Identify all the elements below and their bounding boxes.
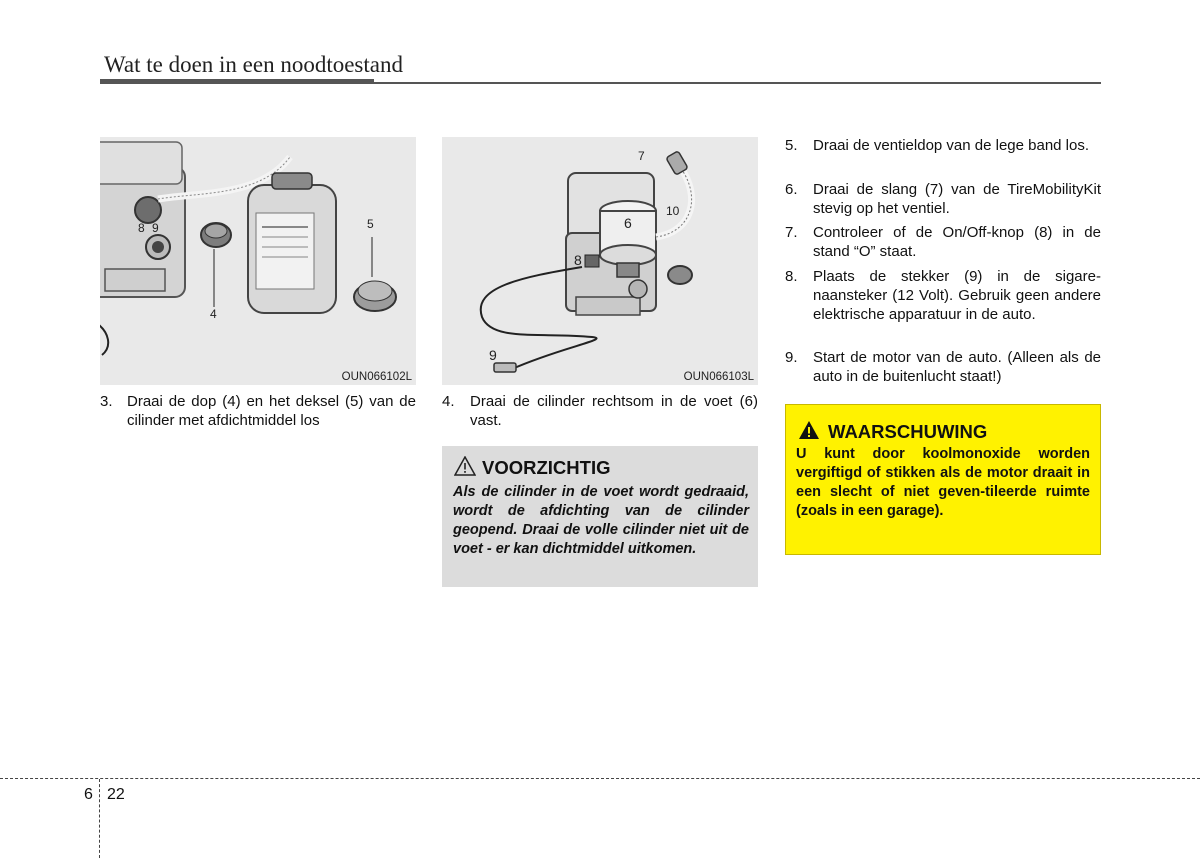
- header-rule-thick: [100, 79, 374, 84]
- step-text: Draai de ventieldop van de lege band los.: [813, 137, 1090, 154]
- warning-text: U kunt door koolmonoxide worden vergiftigd of stikken als de motor draait in een slecht of niet geven-tileerde ruimte (zoals in een garage).: [796, 446, 1090, 519]
- step-7: [785, 223, 1101, 263]
- page-number: 22: [107, 786, 125, 803]
- step-number: 7.: [785, 224, 798, 241]
- callout-7: 7: [638, 149, 645, 163]
- callout-8: 8: [574, 252, 582, 268]
- figure-cylinder-cap: [100, 137, 416, 385]
- step-number: 3.: [100, 393, 113, 410]
- step-3: [100, 392, 416, 432]
- step-4: [442, 392, 758, 432]
- step-number: 5.: [785, 137, 798, 154]
- chapter-number: 6: [84, 786, 93, 803]
- warning-heading: [798, 420, 987, 445]
- page-header-title: Wat te doen in een noodtoestand: [104, 52, 403, 77]
- caution-text: Als de cilinder in de voet wordt gedraaid, wordt de afdichting van de cilinder geopend. Draai de volle cilinder niet uit de voet - er kan dichtmiddel uitkomen.: [453, 484, 749, 557]
- callout-9: 9: [152, 221, 159, 235]
- step-6: [785, 180, 1101, 220]
- step-number: 9.: [785, 349, 798, 366]
- caution-box: [442, 446, 758, 587]
- footer-dashed-divider: [99, 779, 100, 858]
- cylinder-cap-illustration: [100, 137, 416, 385]
- step-number: 6.: [785, 181, 798, 198]
- step-text: Draai de dop (4) en het deksel (5) van de cilinder met afdichtmiddel los: [127, 393, 416, 429]
- caution-title: VOORZICHTIG: [482, 457, 611, 478]
- footer-dashed-rule: [0, 778, 1200, 779]
- warning-triangle-icon: [798, 420, 820, 445]
- callout-5: 5: [367, 217, 374, 231]
- step-number: 8.: [785, 268, 798, 285]
- figure-cylinder-mount: [442, 137, 758, 385]
- warning-box: [785, 404, 1101, 555]
- step-text: Plaats de stekker (9) in de sigare-naansteker (12 Volt). Gebruik geen andere elektrische apparatuur in de auto.: [813, 268, 1101, 323]
- step-text: Draai de cilinder rechtsom in de voet (6) vast.: [470, 393, 758, 429]
- figure-code: OUN066102L: [341, 371, 412, 383]
- step-text: Controleer of de On/Off-knop (8) in de stand “O” staat.: [813, 224, 1101, 260]
- step-text: Start de motor van de auto. (Alleen als de auto in de buitenlucht staat!): [813, 349, 1101, 385]
- caution-triangle-icon: [454, 456, 476, 481]
- step-number: 4.: [442, 393, 455, 410]
- figure-code: OUN066103L: [683, 371, 754, 383]
- caution-heading: [454, 456, 610, 481]
- callout-10: 10: [666, 204, 680, 218]
- callout-8: 8: [138, 221, 145, 235]
- warning-title: WAARSCHUWING: [828, 421, 988, 442]
- callout-6: 6: [624, 215, 632, 231]
- step-9: [785, 348, 1101, 388]
- step-8: [785, 267, 1101, 345]
- callout-4: 4: [210, 307, 217, 321]
- header-rule-thin: [374, 82, 1101, 84]
- callout-9: 9: [489, 347, 497, 363]
- step-5: [785, 136, 1101, 176]
- step-text: Draai de slang (7) van de TireMobilityKit stevig op het ventiel.: [813, 181, 1101, 217]
